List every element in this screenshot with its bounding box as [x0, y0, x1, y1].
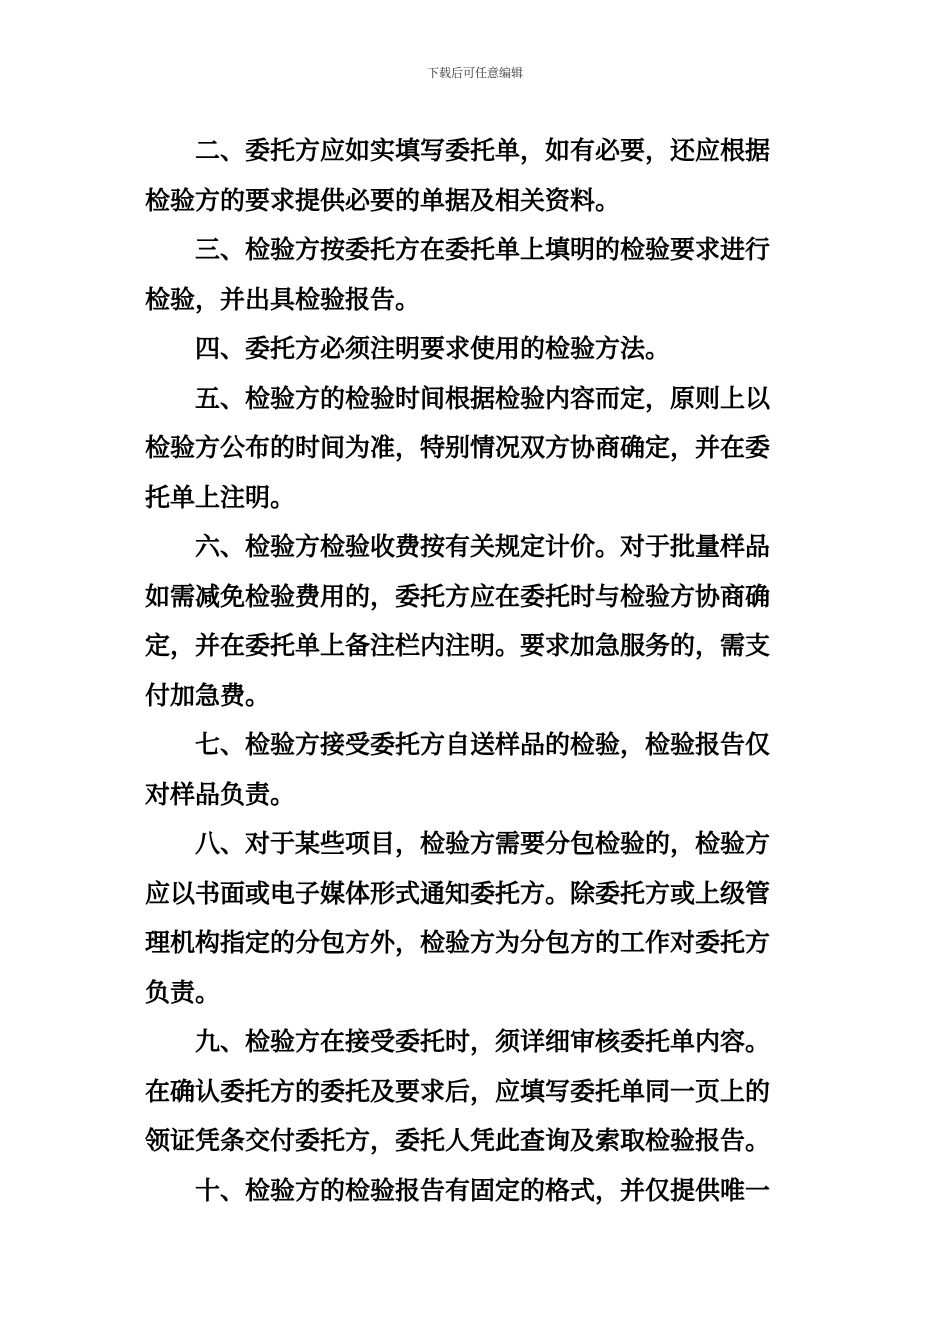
page-header-note: 下载后可任意编辑	[426, 66, 523, 80]
paragraph-line: 负责。	[145, 977, 221, 1007]
paragraph-8	[145, 819, 805, 1017]
paragraph-line: 定，并在委托单上备注栏内注明。要求加急服务的，需支	[145, 631, 771, 660]
paragraph-2	[145, 126, 805, 225]
paragraph-5	[145, 374, 805, 523]
paragraph-line: 五、检验方的检验时间根据检验内容而定，原则上以	[195, 383, 771, 413]
paragraph-line: 如需减免检验费用的，委托方应在委托时与检验方协商确	[145, 581, 771, 611]
document-body	[145, 126, 805, 1215]
paragraph-line: 检验，并出具检验报告。	[145, 284, 421, 314]
paragraph-9	[145, 1017, 805, 1166]
paragraph-line: 理机构指定的分包方外，检验方为分包方的工作对委托方	[145, 928, 771, 957]
paragraph-line: 托单上注明。	[145, 482, 296, 512]
paragraph-7	[145, 720, 805, 819]
paragraph-line: 检验方的要求提供必要的单据及相关资料。	[145, 185, 621, 215]
paragraph-line: 付加急费。	[145, 680, 271, 710]
paragraph-line: 七、检验方接受委托方自送样品的检验，检验报告仅	[195, 730, 771, 759]
paragraph-10	[145, 1166, 805, 1216]
paragraph-line: 三、检验方按委托方在委托单上填明的检验要求进行	[195, 235, 771, 264]
paragraph-3	[145, 225, 805, 324]
paragraph-line: 领证凭条交付委托方，委托人凭此查询及索取检验报告。	[145, 1126, 771, 1155]
paragraph-line: 四、委托方必须注明要求使用的检验方法。	[195, 334, 671, 363]
paragraph-line: 六、检验方检验收费按有关规定计价。对于批量样品	[195, 532, 771, 561]
paragraph-line: 检验方公布的时间为准，特别情况双方协商确定，并在委	[145, 433, 771, 462]
paragraph-line: 二、委托方应如实填写委托单，如有必要，还应根据	[195, 136, 771, 165]
paragraph-4	[145, 324, 805, 374]
paragraph-line: 十、检验方的检验报告有固定的格式，并仅提供唯一	[195, 1175, 771, 1205]
paragraph-line: 对样品负责。	[145, 779, 296, 809]
paragraph-line: 应以书面或电子媒体形式通知委托方。除委托方或上级管	[145, 878, 771, 908]
paragraph-line: 九、检验方在接受委托时，须详细审核委托单内容。	[195, 1027, 771, 1056]
paragraph-line: 八、对于某些项目，检验方需要分包检验的，检验方	[195, 829, 771, 858]
paragraph-line: 在确认委托方的委托及要求后，应填写委托单同一页上的	[145, 1076, 771, 1106]
paragraph-6	[145, 522, 805, 720]
